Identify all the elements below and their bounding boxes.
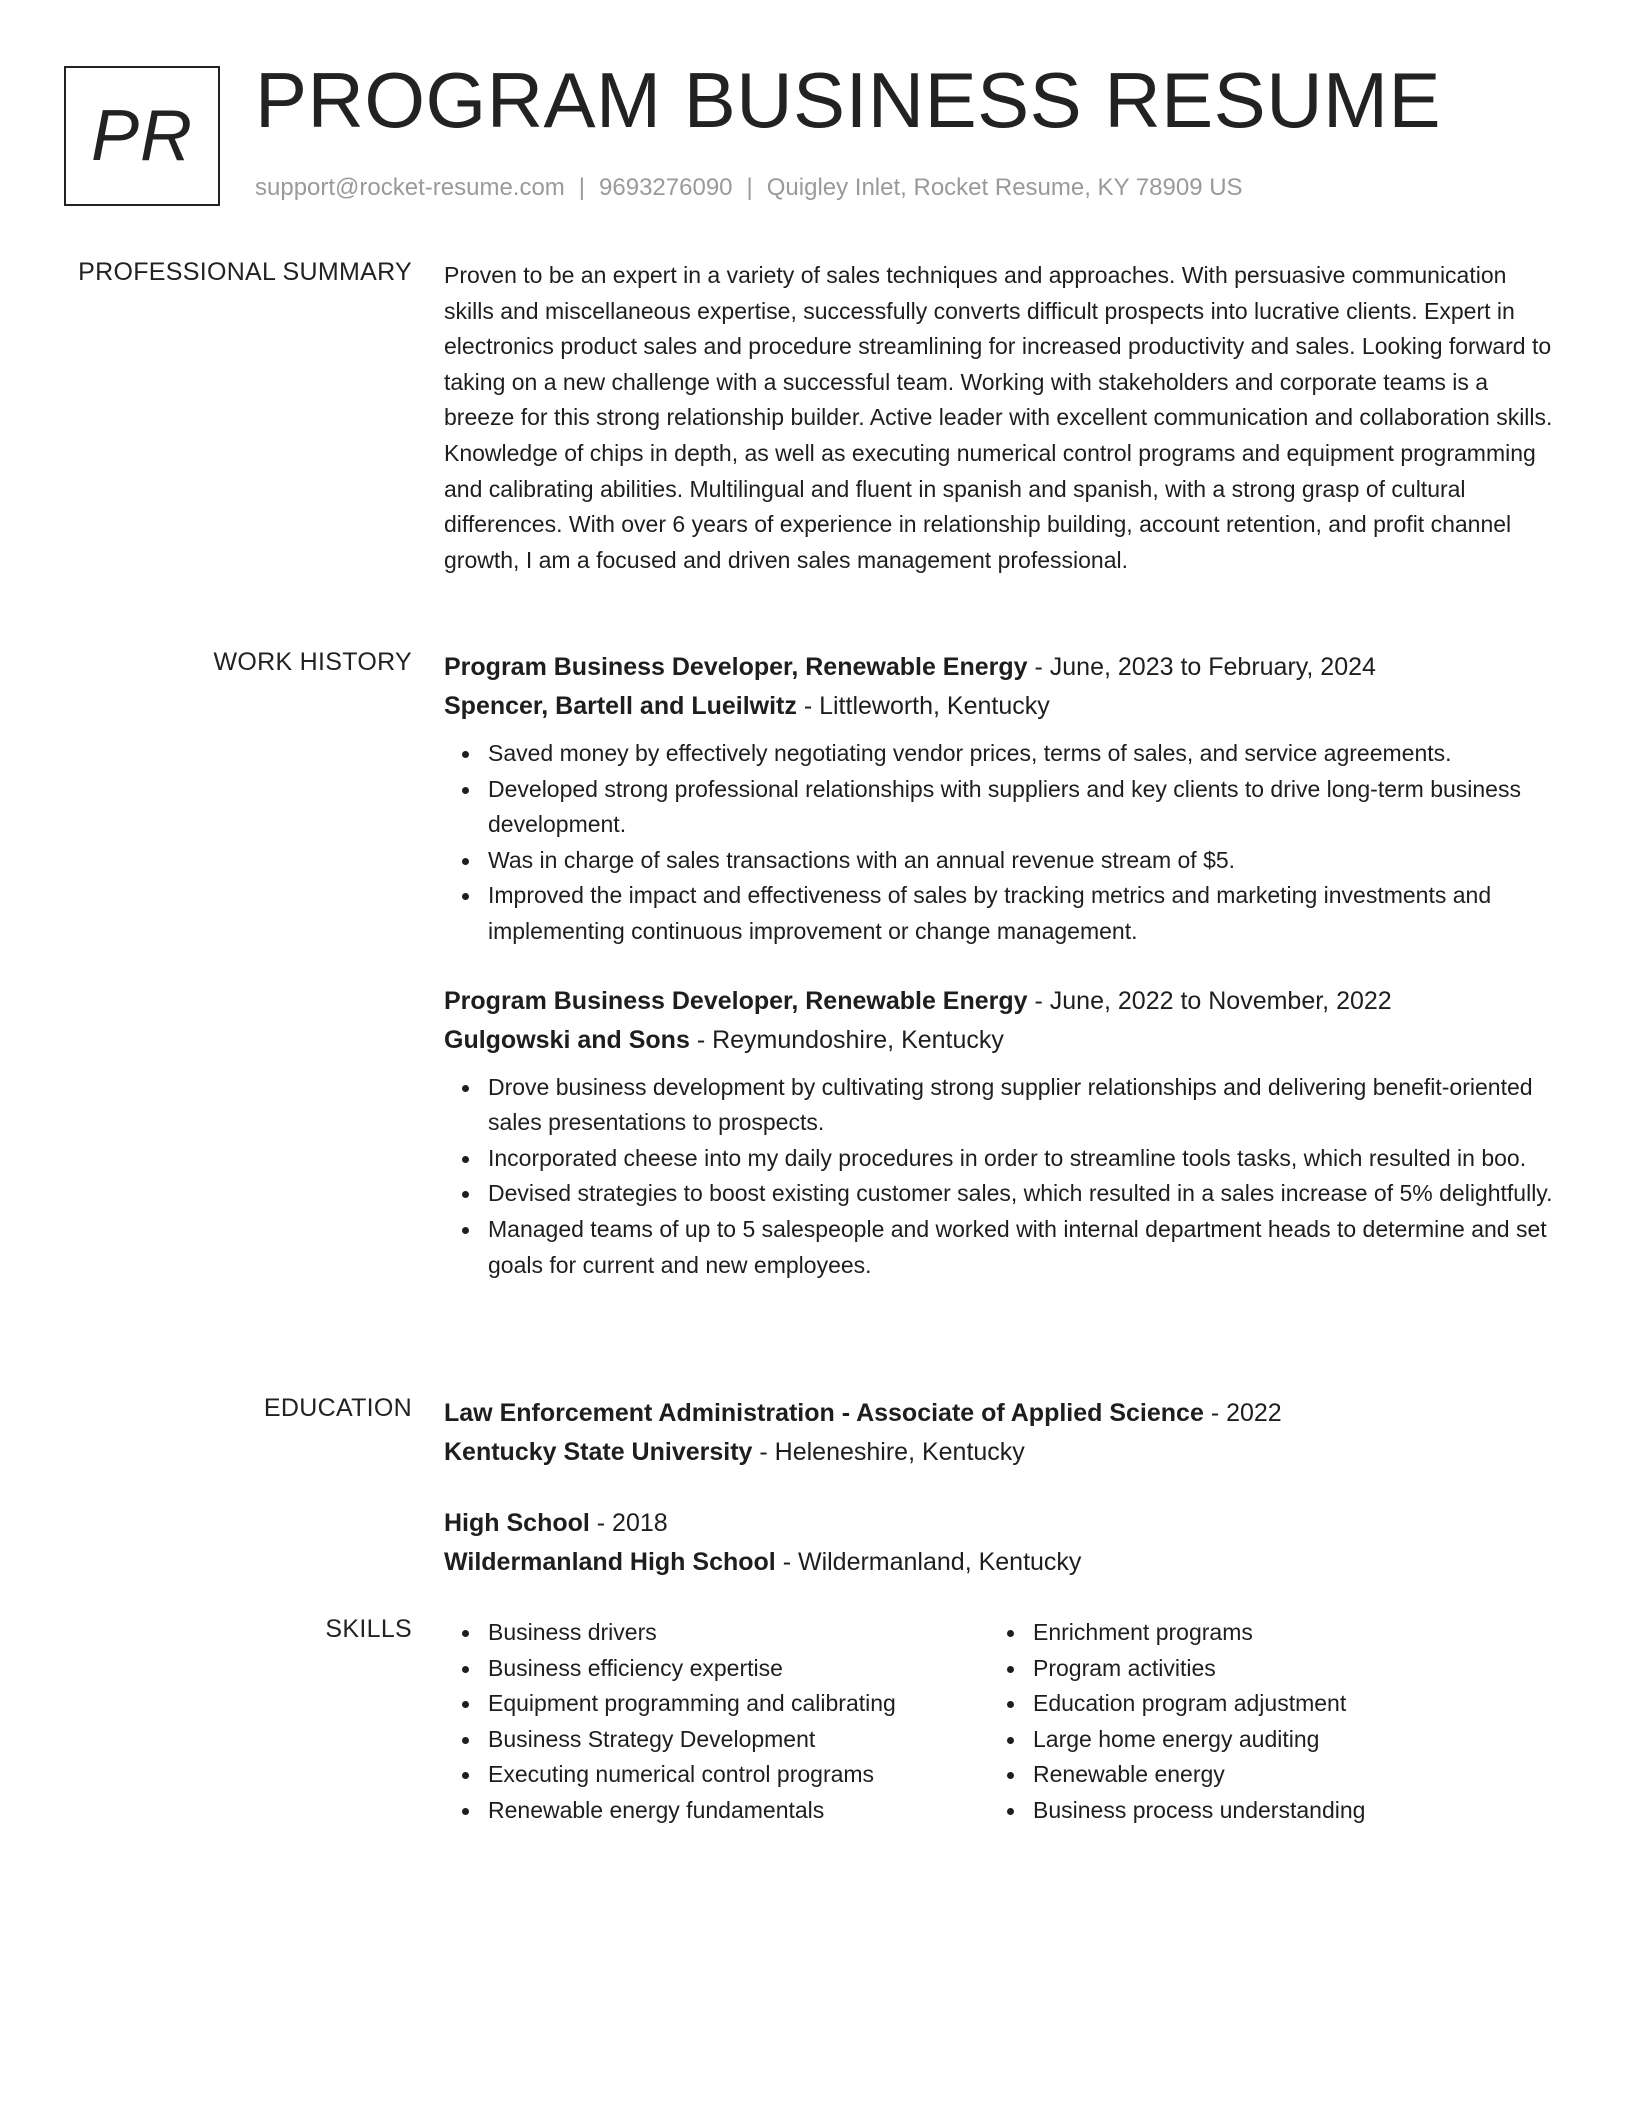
contact-separator: | (578, 174, 586, 201)
skill-item: Equipment programming and calibrating (488, 1686, 989, 1722)
job-entry (444, 982, 1554, 1284)
job-dates: - June, 2022 to November, 2022 (1027, 986, 1392, 1015)
job-location: - Reymundoshire, Kentucky (689, 1025, 1004, 1054)
degree-name: High School (444, 1509, 590, 1537)
job-bullet: Saved money by effectively negotiating vendor prices, terms of sales, and service agreements. (488, 736, 1554, 772)
job-bullets (444, 1070, 1554, 1284)
education-entry (444, 1394, 1554, 1472)
degree-line (444, 1394, 1554, 1433)
job-bullets (444, 736, 1554, 950)
skills-list (989, 1615, 1534, 1829)
degree-year: - 2022 (1203, 1399, 1282, 1427)
contact-line (255, 174, 1243, 202)
monogram-initials: PR (90, 96, 194, 176)
education-body (444, 1394, 1554, 1614)
job-title-line (444, 648, 1554, 687)
skill-item: Large home energy auditing (1033, 1722, 1534, 1758)
school-location: - Heleneshire, Kentucky (752, 1438, 1025, 1466)
job-bullet: Was in charge of sales transactions with an annual revenue stream of $5. (488, 843, 1554, 879)
section-heading-summary: PROFESSIONAL SUMMARY (78, 258, 412, 286)
school-name: Kentucky State University (444, 1438, 753, 1466)
skill-item: Renewable energy (1033, 1757, 1534, 1793)
job-bullet: Drove business development by cultivating strong supplier relationships and delivering benefit-oriented sales presentations to prospects. (488, 1070, 1554, 1141)
job-company: Spencer, Bartell and Lueilwitz (444, 692, 797, 720)
skills-body (444, 1615, 1554, 1829)
job-title-line (444, 982, 1554, 1021)
skills-list (444, 1615, 989, 1829)
job-bullet: Devised strategies to boost existing customer sales, which resulted in a sales increase of 5% delightfully. (488, 1176, 1554, 1212)
job-entry (444, 648, 1554, 950)
skill-item: Program activities (1033, 1651, 1534, 1687)
contact-address: Quigley Inlet, Rocket Resume, KY 78909 US (766, 174, 1243, 201)
resume-title: PROGRAM BUSINESS RESUME (255, 56, 1442, 144)
skill-item: Renewable energy fundamentals (488, 1793, 989, 1829)
school-name: Wildermanland High School (444, 1548, 776, 1576)
monogram-box (64, 66, 220, 206)
work-history-body (444, 648, 1554, 1315)
section-heading-skills: SKILLS (325, 1615, 412, 1643)
education-entry (444, 1504, 1554, 1582)
degree-line (444, 1504, 1554, 1543)
job-company: Gulgowski and Sons (444, 1025, 690, 1054)
section-heading-work-history: WORK HISTORY (213, 648, 412, 676)
job-bullet: Developed strong professional relationships with suppliers and key clients to drive long-term business development. (488, 772, 1554, 843)
job-bullet: Incorporated cheese into my daily procedures in order to streamline tools tasks, which resulted in boo. (488, 1141, 1554, 1177)
school-line (444, 1543, 1554, 1582)
skill-item: Education program adjustment (1033, 1686, 1534, 1722)
contact-email: support@rocket-resume.com (255, 174, 565, 201)
summary-text: Proven to be an expert in a variety of sales techniques and approaches. With persuasive communication skills and miscellaneous expertise, successfully converts difficult prospects into lucrative clients. Expert in electronics product sales and procedure streamlining for increased productivity and sales. Looking forward to taking on a new challenge with a successful team. Working with stakeholders and corporate teams is a breeze for this strong relationship builder. Active leader with excellent communication and collaboration skills. Knowledge of chips in depth, as well as executing numerical control programs and equipment programming and calibrating abilities. Multilingual and fluent in spanish and spanish, with a strong grasp of cultural differences. With over 6 years of experience in relationship building, account retention, and profit channel growth, I am a focused and driven sales management professional. (444, 262, 1553, 573)
section-heading-education: EDUCATION (263, 1394, 412, 1422)
skill-item: Business process understanding (1033, 1793, 1534, 1829)
skills-grid (444, 1615, 1554, 1829)
job-bullet: Improved the impact and effectiveness of sales by tracking metrics and marketing investments and implementing continuous improvement or change management. (488, 878, 1554, 949)
job-bullet: Managed teams of up to 5 salespeople and worked with internal department heads to determine and set goals for current and new employees. (488, 1212, 1554, 1283)
skill-item: Business Strategy Development (488, 1722, 989, 1758)
skill-item: Enrichment programs (1033, 1615, 1534, 1651)
job-title: Program Business Developer, Renewable Energy (444, 986, 1028, 1015)
job-location: - Littleworth, Kentucky (796, 692, 1050, 720)
skills-column-right (989, 1615, 1534, 1829)
job-company-line (444, 1021, 1554, 1060)
job-company-line (444, 687, 1554, 726)
job-dates: - June, 2023 to February, 2024 (1027, 653, 1376, 681)
school-location: - Wildermanland, Kentucky (775, 1548, 1082, 1576)
school-line (444, 1433, 1554, 1472)
skills-column-left (444, 1615, 989, 1829)
skill-item: Business drivers (488, 1615, 989, 1651)
degree-year: - 2018 (589, 1509, 668, 1537)
contact-phone: 9693276090 (599, 174, 733, 201)
skill-item: Executing numerical control programs (488, 1757, 989, 1793)
skill-item: Business efficiency expertise (488, 1651, 989, 1687)
contact-separator: | (746, 174, 753, 201)
summary-body (444, 258, 1554, 578)
job-title: Program Business Developer, Renewable Energy (444, 653, 1028, 681)
degree-name: Law Enforcement Administration - Associate of Applied Science (444, 1399, 1204, 1427)
